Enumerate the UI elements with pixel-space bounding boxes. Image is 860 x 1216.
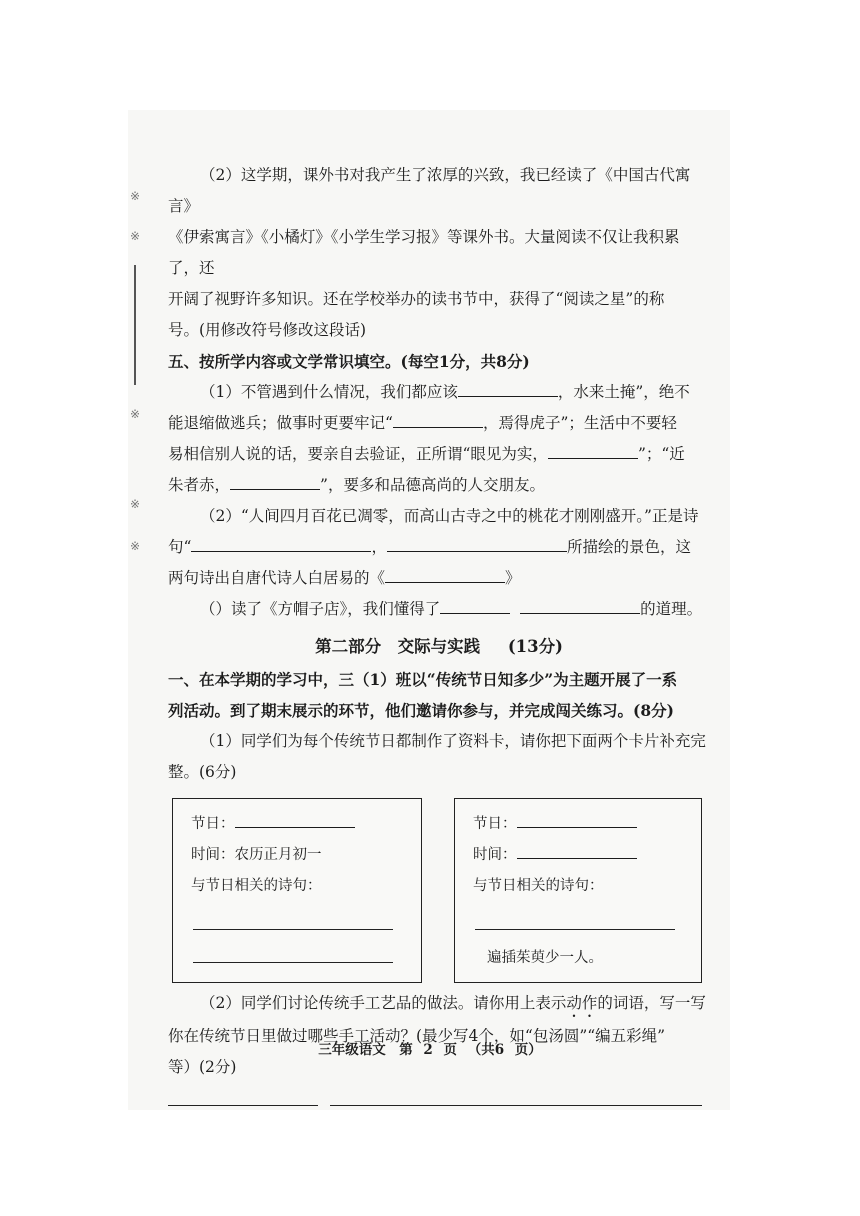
text: ”；“近 (637, 445, 685, 463)
text: 易相信别人说的话，要亲自去验证，正所谓“眼见为实， (168, 445, 548, 463)
fill-blank[interactable] (458, 378, 558, 397)
poem-blank[interactable] (193, 962, 393, 963)
text: ，焉得虎子”；生活中不要轻 (482, 414, 677, 432)
fill-blank[interactable] (191, 533, 371, 552)
question-4-2-line: 号。(用修改符号修改这段话) (168, 321, 367, 339)
binding-margin (128, 180, 142, 560)
question-5-1 (168, 377, 710, 408)
fill-blank[interactable] (230, 471, 320, 490)
page-content (168, 160, 710, 1129)
question-5-2: （2）“人间四月百花已凋零，而高山古寺之中的桃花才刚刚盛开。”正是诗 (200, 507, 699, 525)
poem-blank[interactable] (475, 929, 675, 930)
card-row (473, 871, 701, 902)
poem-blank[interactable] (193, 929, 393, 930)
time-value: 农历正月初一 (234, 847, 322, 863)
part-2-question-1: 一、在本学期的学习中，三（1）班以“传统节日知多少”为主题开展了一系 (168, 670, 678, 689)
question-5-3 (168, 594, 710, 625)
text: ， (371, 538, 387, 556)
question-5-2 (168, 563, 710, 594)
question-4-2-line: 开阔了视野许多知识。还在学校举办的读书节中，获得了“阅读之星”的称 (168, 290, 665, 308)
text: 》 (505, 569, 521, 587)
answer-blank[interactable] (330, 1105, 702, 1106)
question-4-2-line: 《伊索寓言》《小橘灯》《小学生学习报》等课外书。大量阅读不仅让我积累了，还 (168, 228, 680, 277)
time-label: 时间： (191, 847, 235, 863)
text: ，水来土掩”，绝不 (557, 383, 690, 401)
fill-blank[interactable] (440, 595, 510, 614)
fill-blank[interactable] (548, 440, 638, 459)
answer-blank[interactable] (168, 1105, 318, 1106)
card-row (473, 840, 701, 871)
part-2-question-1: 列活动。到了期末展示的环节，他们邀请你参与，并完成闯关练习。(8分) (168, 701, 674, 720)
question-5-1 (168, 408, 710, 439)
text: 的词语，写一写 (597, 994, 706, 1012)
part-2-sub-2 (168, 988, 710, 1021)
time-label: 时间： (473, 847, 517, 863)
section-5-title: 五、按所学内容或文学常识填空。(每空1分，共8分) (168, 352, 530, 371)
text: 句“ (168, 538, 192, 556)
question-5-1 (168, 470, 710, 501)
text: 朱者赤， (168, 476, 231, 494)
festival-card-left (172, 798, 422, 983)
poem-value: 遍插茱萸少一人。 (487, 950, 603, 966)
part-2-sub-1: 整。(6分) (168, 763, 237, 781)
festival-label: 节日： (473, 816, 517, 832)
poem-label: 与节日相关的诗句： (473, 878, 604, 894)
text: 两句诗出自唐代诗人白居易的《 (168, 569, 386, 587)
answer-lines (168, 1089, 710, 1129)
part-2-sub-2: 你在传统节日里做过哪些手工活动？(最少写4个，如“包汤圆”“编五彩绳” (168, 1027, 666, 1045)
card-row (191, 840, 421, 871)
text: （1）不管遇到什么情况，我们都应该 (200, 383, 458, 401)
part-2-sub-1: （1）同学们为每个传统节日都制作了资料卡，请你把下面两个卡片补充完 (200, 732, 706, 750)
margin-mark: ※ (130, 229, 141, 243)
page-footer: 三年级语文 第 2 页 （共6 页） (318, 1042, 542, 1058)
part-2-title: 第二部分 交际与实践 (13分) (315, 637, 563, 656)
question-5-2 (168, 532, 710, 563)
festival-blank[interactable] (517, 809, 637, 828)
time-blank[interactable] (517, 840, 637, 859)
poem-label: 与节日相关的诗句： (191, 878, 322, 894)
question-4-2-line: （2）这学期，课外书对我产生了浓厚的兴致，我已经读了《中国古代寓言》 (168, 166, 691, 215)
fill-blank[interactable] (387, 533, 567, 552)
margin-mark: ※ (130, 497, 141, 511)
margin-bar (134, 265, 136, 385)
festival-card-right (454, 798, 702, 983)
card-row (191, 809, 421, 840)
text: 所描绘的景色，这 (566, 538, 691, 556)
festival-blank[interactable] (235, 809, 355, 828)
margin-mark: ※ (130, 539, 141, 553)
text: 的道理。 (640, 600, 703, 618)
margin-mark: ※ (130, 189, 141, 203)
text: （2）同学们讨论传统手工艺品的做法。请你用上表示 (200, 994, 567, 1012)
festival-label: 节日： (191, 816, 235, 832)
card-row (191, 871, 421, 902)
festival-cards (168, 798, 710, 988)
text: 能退缩做逃兵；做事时更要牢记“ (168, 414, 393, 432)
question-5-1 (168, 439, 710, 470)
emphasis-text: 动作 (566, 994, 598, 1012)
fill-blank[interactable] (393, 409, 483, 428)
fill-blank[interactable] (385, 564, 505, 583)
text: （）读了《方帽子店》，我们懂得了 (200, 600, 441, 618)
fill-blank[interactable] (520, 595, 640, 614)
part-2-sub-2: 等）(2分) (168, 1058, 237, 1076)
margin-mark: ※ (130, 407, 141, 421)
text: ”，要多和品德高尚的人交朋友。 (320, 476, 545, 494)
card-row (473, 809, 701, 840)
